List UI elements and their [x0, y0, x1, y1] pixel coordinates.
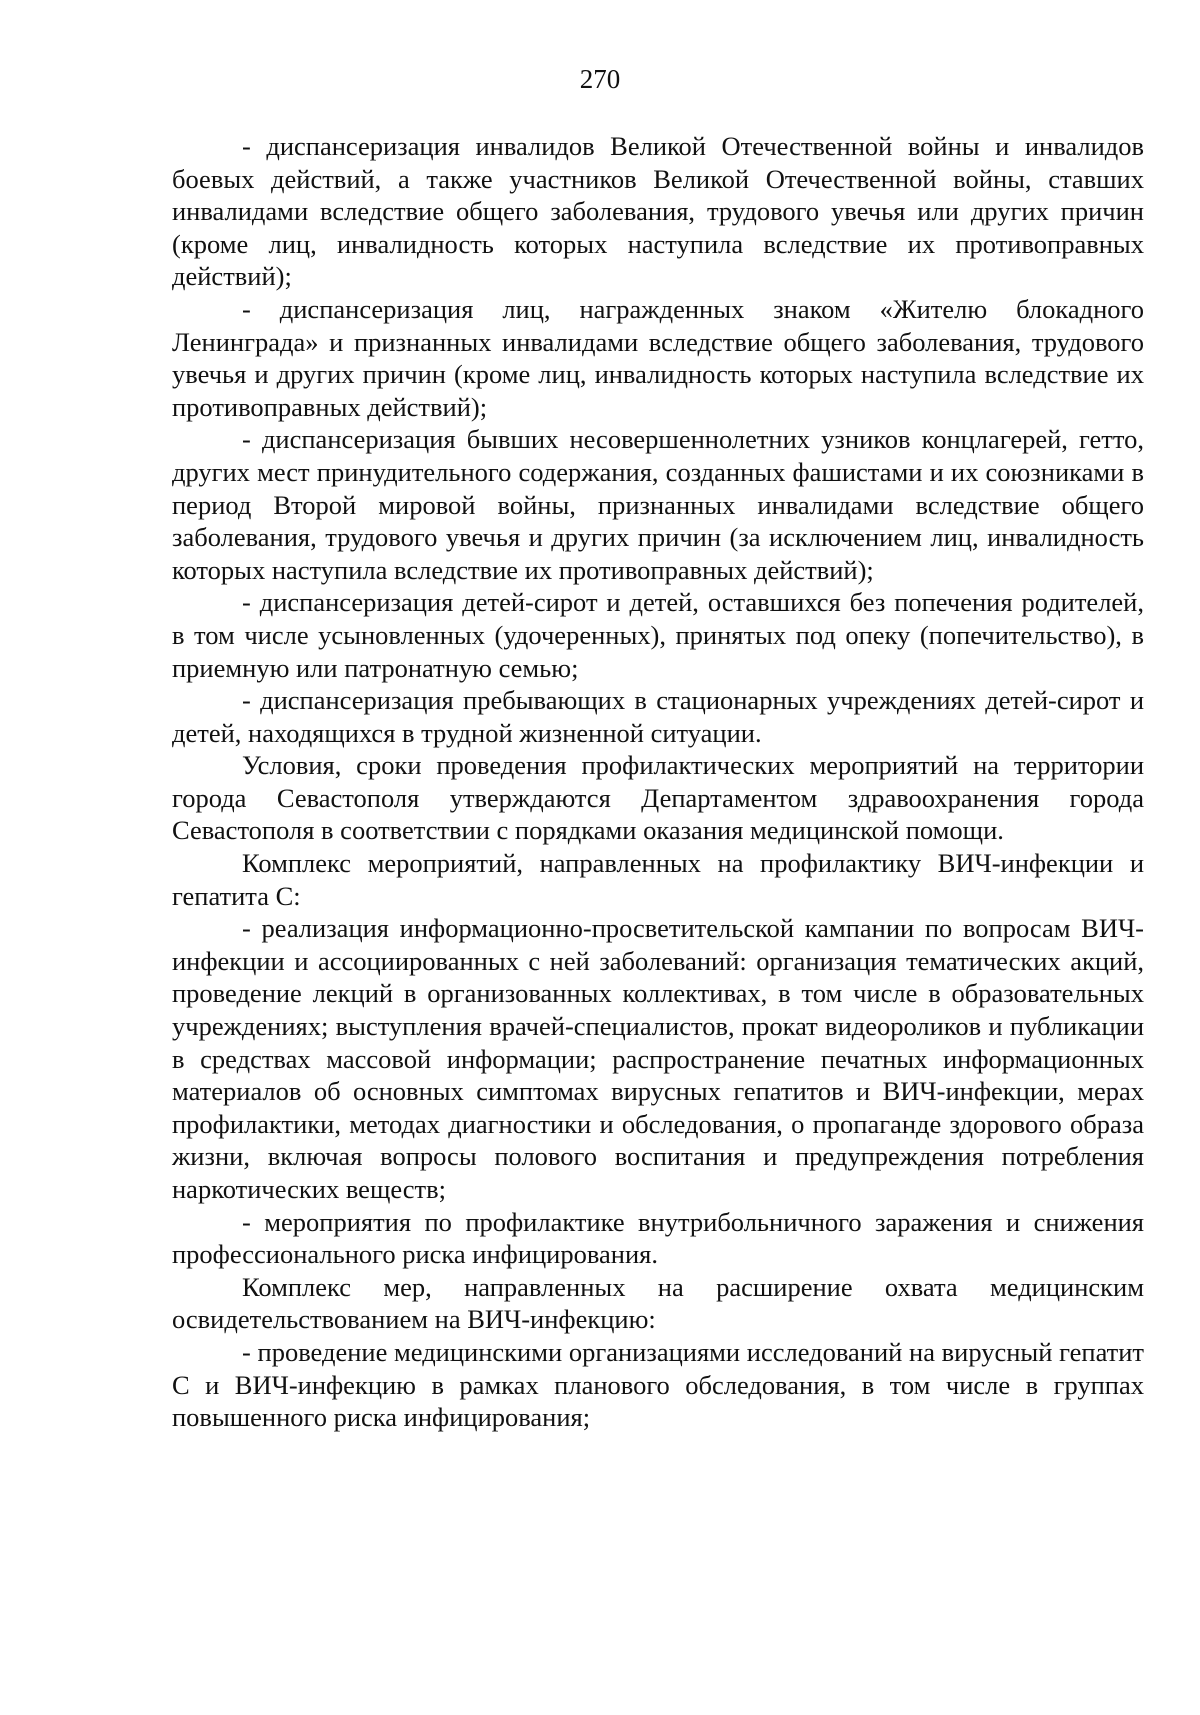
paragraph: - диспансеризация бывших несовершеннолетних узников концлагерей, гетто, других мест принудительного содержания, созданных фашистами и их союзниками в период Второй мировой войны, признанных инвалидами вследствие общего заболевания, трудового увечья и других причин (за исключением лиц, инвалидность которых наступила вследствие их противоправных действий); [172, 424, 1144, 585]
paragraph: - проведение медицинскими организациями исследований на вирусный гепатит С и ВИЧ-инфекцию в рамках планового обследования, в том числе в группах повышенного риска инфицирования; [172, 1336, 1144, 1433]
document-body [172, 130, 1144, 1434]
paragraph: - диспансеризация детей-сирот и детей, оставшихся без попечения родителей, в том числе усыновленных (удочеренных), принятых под опеку (попечительство), в приемную или патронатную семью; [172, 587, 1144, 683]
paragraph: - реализация информационно-просветительской кампании по вопросам ВИЧ-инфекции и ассоциированных с ней заболеваний: организация тематических акций, проведение лекций в организованных коллективах, в том числе в образовательных учреждениях; выступления врачей-специалистов, прокат видеороликов и публикации в средствах массовой информации; распространение печатных информационных материалов об основных симптомах вирусных гепатитов и ВИЧ-инфекции, мерах профилактики, методах диагностики и обследования, о пропаганде здорового образа жизни, включая вопросы полового воспитания и предупреждения потребления наркотических веществ; [172, 913, 1144, 1204]
paragraph: Комплекс мероприятий, направленных на профилактику ВИЧ-инфекции и гепатита С: [172, 848, 1144, 911]
paragraph: Условия, сроки проведения профилактических мероприятий на территории города Севастополя утверждаются Департаментом здравоохранения города Севастополя в соответствии с порядками оказания медицинской помощи. [172, 750, 1144, 846]
page-number: 270 [579, 64, 621, 94]
paragraph: - диспансеризация пребывающих в стационарных учреждениях детей-сирот и детей, находящихся в трудной жизненной ситуации. [172, 685, 1144, 748]
paragraph: - диспансеризация инвалидов Великой Отечественной войны и инвалидов боевых действий, а также участников Великой Отечественной войны, ставших инвалидами вследствие общего заболевания, трудового увечья или других причин (кроме лиц, инвалидность которых наступила вследствие их противоправных действий); [172, 131, 1144, 292]
paragraph: - диспансеризация лиц, награжденных знаком «Жителю блокадного Ленинграда» и признанных инвалидами вследствие общего заболевания, трудового увечья и других причин (кроме лиц, инвалидность которых наступила вследствие их противоправных действий); [172, 293, 1144, 422]
paragraph: - мероприятия по профилактике внутрибольничного заражения и снижения профессионального риска инфицирования. [172, 1206, 1144, 1270]
paragraph: Комплекс мер, направленных на расширение охвата медицинским освидетельствованием на ВИЧ-инфекцию: [172, 1271, 1144, 1335]
